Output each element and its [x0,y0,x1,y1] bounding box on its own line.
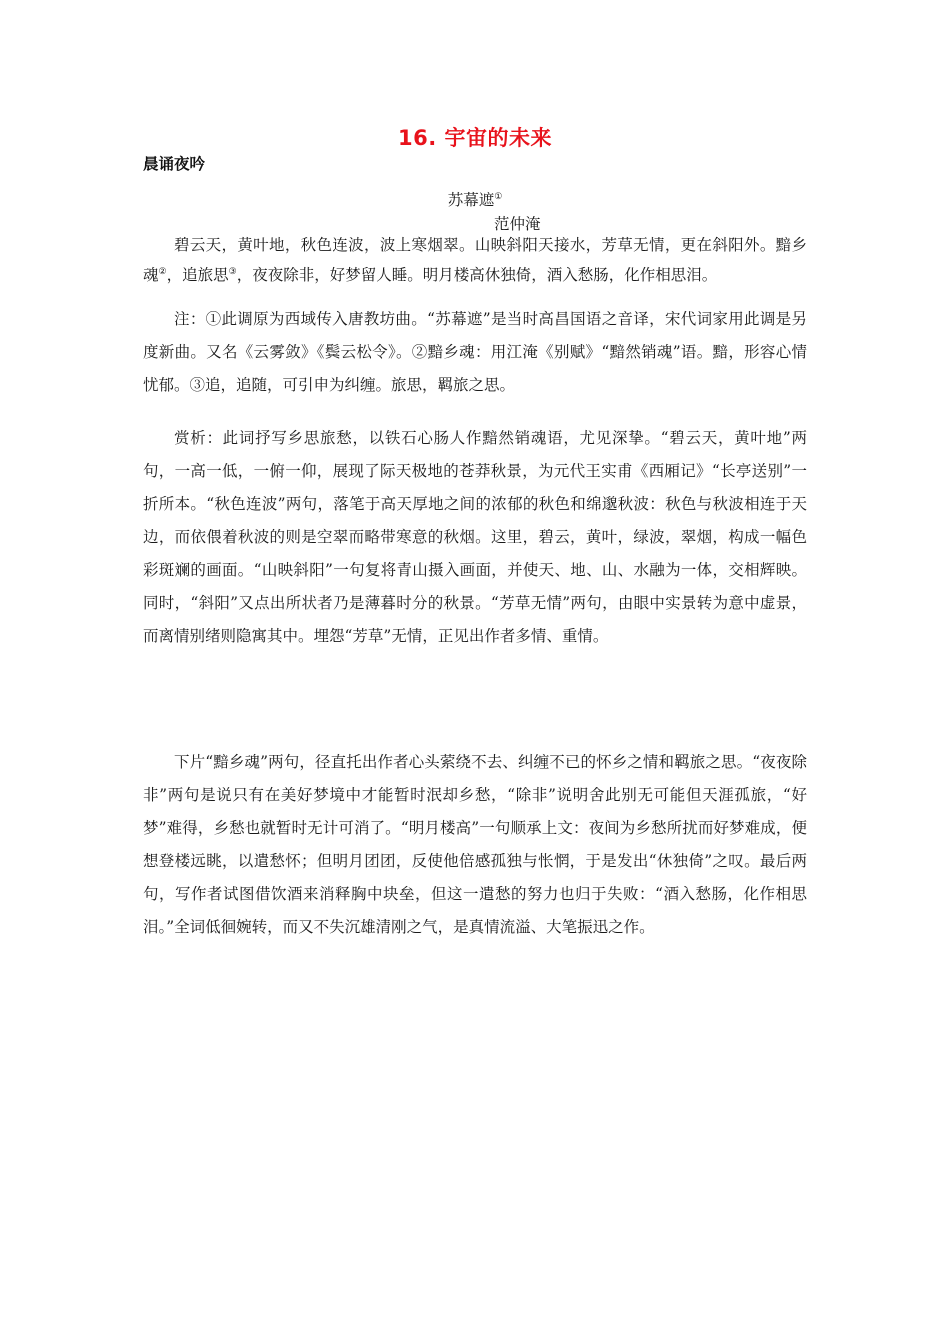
appreciation-paragraph-2: 下片“黯乡魂”两句，径直托出作者心头萦绕不去、纠缠不已的怀乡之情和羁旅之思。“夜夜除非”两句是说只有在美好梦境中才能暂时泯却乡愁，“除非”说明舍此别无可能但天涯孤旅，“好梦”难得，乡愁也就暂时无计可消了。“明月楼高”一句顺承上文：夜间为乡愁所扰而好梦难成，便想登楼远眺，以遣愁怀；但明月团团，反使他倍感孤独与怅惘，于是发出“休独倚”之叹。最后两句，写作者试图借饮酒来消释胸中块垒，但这一遣愁的努力也归于失败：“酒入愁肠，化作相思泪。”全词低徊婉转，而又不失沉雄清刚之气，是真情流溢、大笔振迅之作。 [143,753,807,936]
notes-block [143,303,807,402]
poem-text [143,232,807,289]
appreciation-block [143,422,807,653]
footnote-marker: ③ [228,267,237,277]
page-title: 16. 宇宙的未来 [397,126,552,150]
poem-body [143,232,807,289]
footnote-marker: ② [158,267,167,277]
poem-author: 范仲淹 [494,215,541,233]
footnote-marker: ① [494,192,503,202]
poem-title [0,188,950,210]
section-heading: 晨诵夜吟 [143,155,206,173]
appreciation-block-2 [143,746,807,944]
poem-text-part: ，追旅思 [166,266,229,284]
poem-text-part: ，夜夜除非，好梦留人睡。明月楼高休独倚，酒入愁肠，化作相思泪。 [236,266,718,284]
poem-text-part: 碧云天，黄叶地，秋色连波，波上寒烟翠。山映斜阳天接水，芳草无情，更在斜阳外。黯乡魂 [143,236,807,284]
appreciation-paragraph-1: 赏析：此词抒写乡思旅愁，以铁石心肠人作黯然销魂语，尤见深挚。“碧云天，黄叶地”两句，一高一低，一俯一仰，展现了际天极地的苍莽秋景，为元代王实甫《西厢记》“长亭送别”一折所本。“秋色连波”两句，落笔于高天厚地之间的浓郁的秋色和绵邈秋波：秋色与秋波相连于天边，而依偎着秋波的则是空翠而略带寒意的秋烟。这里，碧云，黄叶，绿波，翠烟，构成一幅色彩斑斓的画面。“山映斜阳”一句复将青山摄入画面，并使天、地、山、水融为一体，交相辉映。同时，“斜阳”又点出所状者乃是薄暮时分的秋景。“芳草无情”两句，由眼中实景转为意中虚景，而离情别绪则隐寓其中。埋怨“芳草”无情，正见出作者多情、重情。 [143,429,807,645]
notes-paragraph: 注：①此调原为西域传入唐教坊曲。“苏幕遮”是当时高昌国语之音译，宋代词家用此调是另度新曲。又名《云雾敛》《鬓云松令》。②黯乡魂：用江淹《别赋》“黯然销魂”语。黯，形容心情忧郁。③追，追随，可引申为纠缠。旅思，羁旅之思。 [143,310,807,394]
poem-title-text: 苏幕遮 [447,191,495,209]
